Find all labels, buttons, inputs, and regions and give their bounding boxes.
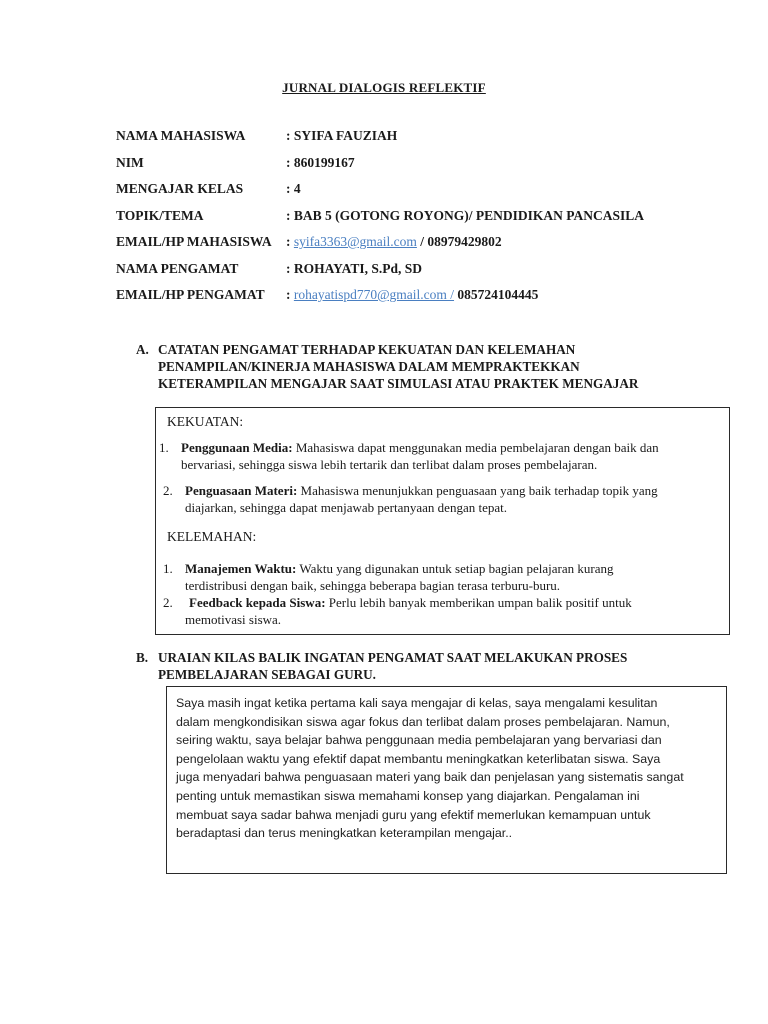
item-line: bervariasi, sehingga siswa lebih tertarik dan terlibat dalam proses pembelajaran. — [181, 456, 598, 472]
item-text — [185, 561, 735, 594]
item-line: Waktu yang digunakan untuk setiap bagian pelajaran kurang — [296, 561, 614, 576]
observer-email-link[interactable]: rohayatispd770@gmail.com / — [293, 287, 455, 302]
item-line: terdistribusi dengan baik, sehingga beberapa bagian terasa terburu-buru. — [185, 577, 561, 593]
phone-number: / 08979429802 — [416, 234, 502, 249]
value-prefix: : — [286, 234, 294, 249]
heading-line: PEMBELAJARAN SEBAGAI GURU. — [158, 667, 376, 682]
info-value: : 4 — [286, 181, 301, 196]
phone-number: 085724104445 — [454, 287, 539, 302]
section-letter: B. — [136, 650, 149, 665]
info-label: NAMA PENGAMAT — [116, 260, 239, 276]
item-text — [185, 595, 735, 628]
info-row-topik-tema — [116, 208, 736, 235]
heading-line: PENAMPILAN/KINERJA MAHASISWA DALAM MEMPRAKTEKKAN — [158, 359, 580, 374]
info-label: TOPIK/TEMA — [116, 207, 204, 223]
heading-line: KETERAMPILAN MENGAJAR SAAT SIMULASI ATAU PRAKTEK MENGAJAR — [158, 376, 639, 391]
identity-table — [116, 128, 736, 314]
item-number: 2. — [163, 483, 173, 498]
item-line: diajarkan, sehingga dapat menjawab pertanyaan dengan tepat. — [185, 499, 507, 515]
item-heading: Penguasaan Materi: — [185, 483, 298, 498]
item-number: 2. — [163, 595, 173, 610]
item-heading: Feedback kepada Siswa: — [189, 595, 326, 610]
paragraph-line: penting untuk memastikan siswa memahami konsep yang diajarkan. Pengalaman ini — [176, 788, 640, 803]
paragraph-line: Saya masih ingat ketika pertama kali saya mengajar di kelas, saya mengalami kesulitan — [176, 696, 658, 710]
item-text — [181, 440, 731, 473]
info-label: NAMA MAHASISWA — [116, 128, 246, 143]
item-text — [185, 483, 735, 516]
info-row-email-pengamat — [116, 287, 736, 314]
info-label: EMAIL/HP PENGAMAT — [116, 287, 265, 302]
document-title: JURNAL DIALOGIS REFLEKTIF — [282, 80, 486, 95]
kekuatan-title: KEKUATAN: — [167, 414, 244, 429]
info-row-nama-mahasiswa — [116, 128, 736, 155]
info-row-nama-pengamat — [116, 261, 736, 288]
paragraph-line: beradaptasi dan terus meningkatkan keterampilan mengajar.. — [176, 826, 513, 841]
item-line: Perlu lebih banyak memberikan umpan balik positif untuk — [325, 595, 632, 610]
info-value: : BAB 5 (GOTONG ROYONG)/ PENDIDIKAN PANCASILA — [286, 207, 645, 223]
paragraph-line: pengelolaan waktu yang efektif dapat membantu meningkatkan keterlibatan siswa. Saya — [176, 751, 661, 766]
info-row-mengajar-kelas — [116, 181, 736, 208]
item-number: 1. — [159, 440, 169, 455]
item-heading: Penggunaan Media: — [181, 440, 293, 455]
info-value: : 860199167 — [286, 154, 355, 170]
reflection-paragraph — [176, 694, 724, 843]
info-row-nim — [116, 155, 736, 182]
value-prefix: : — [286, 287, 294, 302]
info-label: EMAIL/HP MAHASISWA — [116, 234, 272, 249]
section-letter: A. — [136, 342, 149, 357]
item-heading: Manajemen Waktu: — [185, 561, 297, 576]
item-line: Mahasiswa dapat menggunakan media pembelajaran dengan baik dan — [292, 440, 659, 455]
kelemahan-title: KELEMAHAN: — [167, 529, 257, 544]
section-heading-lines — [158, 649, 627, 683]
info-value: : ROHAYATI, S.Pd, SD — [286, 260, 423, 276]
item-number: 1. — [163, 561, 173, 576]
item-line: memotivasi siswa. — [185, 611, 282, 627]
item-line: Mahasiswa menunjukkan penguasaan yang baik terhadap topik yang — [297, 483, 658, 498]
heading-line: CATATAN PENGAMAT TERHADAP KEKUATAN DAN KELEMAHAN — [158, 342, 576, 357]
info-value — [286, 287, 538, 303]
info-label: NIM — [116, 154, 144, 170]
paragraph-line: juga menyadari bahwa penguasaan materi yang baik dan penjelasan yang sistematis sangat — [176, 770, 684, 785]
paragraph-line: seiring waktu, saya belajar bahwa penggunaan media pembelajaran yang bervariasi dan — [176, 733, 662, 748]
info-value — [286, 234, 502, 250]
paragraph-line: dalam mengkondisikan siswa agar fokus dan terlibat dalam proses pembelajaran. Namun, — [176, 714, 670, 729]
section-heading-lines — [158, 341, 638, 392]
heading-line: URAIAN KILAS BALIK INGATAN PENGAMAT SAAT MELAKUKAN PROSES — [158, 650, 628, 665]
info-value: : SYIFA FAUZIAH — [286, 128, 398, 143]
info-row-email-mahasiswa — [116, 234, 736, 261]
paragraph-line: membuat saya sadar bahwa menjadi guru yang efektif memerlukan kemampuan untuk — [176, 807, 651, 822]
student-email-link[interactable]: syifa3363@gmail.com — [293, 234, 417, 249]
info-label: MENGAJAR KELAS — [116, 181, 244, 196]
